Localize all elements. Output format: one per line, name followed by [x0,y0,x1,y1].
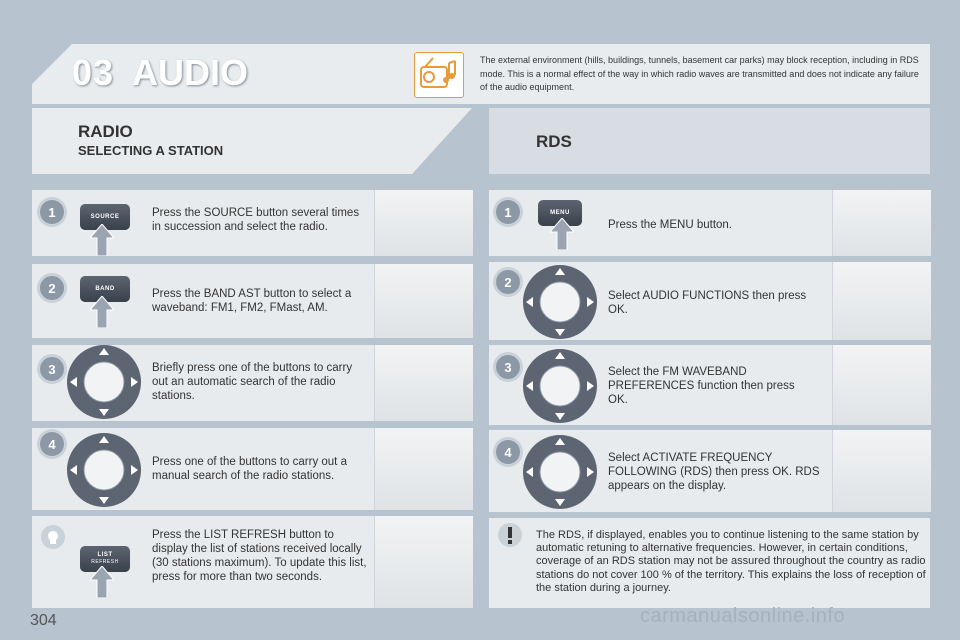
step-number-badge: 4 [496,440,520,464]
step-text: Select AUDIO FUNCTIONS then press OK. [608,290,807,316]
radio-unit-image [374,264,473,338]
source-button[interactable]: SOURCE [80,204,130,230]
navigation-dial-icon[interactable] [520,346,600,426]
step-text: Press the MENU button. [608,219,732,231]
warning-exclamation-icon [497,522,523,548]
radio-title: RADIO [78,122,133,141]
step-text: Press one of the buttons to carry out a manual search of the radio stations. [152,456,347,482]
step-text: Select the FM WAVEBAND PREFERENCES function then press OK. [608,366,795,406]
step-number-badge: 3 [40,357,64,381]
step-text: Press the SOURCE button several times in succession and select the radio. [152,207,360,233]
chapter-number: 03 [72,52,115,93]
menu-button[interactable]: MENU [538,200,582,226]
list-refresh-sublabel: REFRESH [91,559,119,565]
warning-text: The RDS, if displayed, enables you to continue listening to the same station by automatic retuning to alternative frequencies. However, in certain conditions, coverage of an RDS station may not be assured throughout the country as radio stations do not cover 100 % of the territory. This explains the loss of reception of the station during a journey. [536,529,926,594]
navigation-dial-icon[interactable] [64,342,144,422]
radio-subtitle: SELECTING A STATION [78,143,224,158]
watermark: carmanualsonline.info [640,605,846,627]
press-arrow-icon [90,296,114,328]
radio-unit-image [832,345,931,425]
radio-unit-image [832,430,931,512]
band-button[interactable]: BAND [80,276,130,302]
step-text: Briefly press one of the buttons to carry out an automatic search of the radio stations. [152,362,353,402]
list-refresh-label: LIST [97,552,113,558]
radio-unit-image [374,190,473,256]
rds-title: RDS [536,132,572,151]
step-number-badge: 1 [496,200,520,224]
navigation-dial-icon[interactable] [520,432,600,512]
press-arrow-icon [90,224,114,256]
radio-unit-image [374,428,473,510]
chapter-title: AUDIO [132,52,248,93]
step-number-badge: 4 [40,432,64,456]
press-arrow-icon [90,566,114,598]
navigation-dial-icon[interactable] [64,430,144,510]
radio-panel-corner [412,108,472,174]
tip-text: Press the LIST REFRESH button to display the list of stations received locally (30 stations maximum). To update this list, press for more than two seconds. [152,529,367,583]
tip-lightbulb-icon [40,524,66,550]
step-number-badge: 2 [40,276,64,300]
step-text: Press the BAND AST button to select a waveband: FM1, FM2, FMast, AM. [152,288,352,314]
step-text: Select ACTIVATE FREQUENCY FOLLOWING (RDS) then press OK. RDS appears on the display. [608,452,820,492]
radio-unit-image [832,190,931,256]
step-number-badge: 2 [496,270,520,294]
radio-unit-image [832,262,931,340]
radio-music-icon [414,52,464,98]
intro-note: The external environment (hills, buildings, tunnels, basement car parks) may block reception, including in RDS mode. This is a normal effect of the way in which radio waves are transmitted and does not indicate any failure of the audio equipment. [480,55,919,92]
page-number: 304 [30,612,57,629]
navigation-dial-icon[interactable] [520,262,600,342]
radio-unit-image [374,345,473,421]
radio-unit-image [374,516,473,608]
press-arrow-icon [550,218,574,250]
step-number-badge: 1 [40,200,64,224]
step-number-badge: 3 [496,355,520,379]
